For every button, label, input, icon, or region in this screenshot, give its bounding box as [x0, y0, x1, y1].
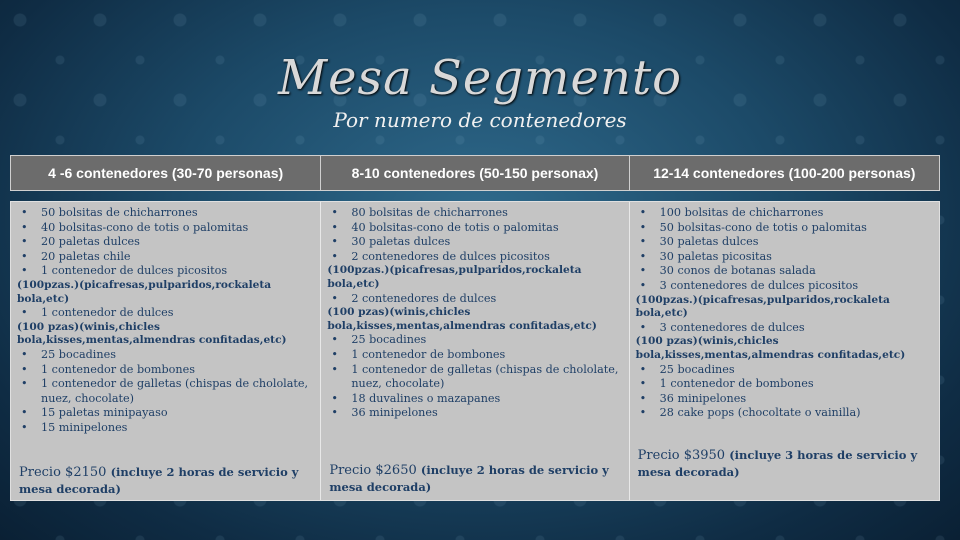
- list-item-detail: (100 pzas)(winis,chicles bola,kisses,mentas,almendras confitadas,etc): [327, 306, 597, 332]
- list-item: • 1 contenedor de galletas (chispas de chololate, nuez, chocolate): [17, 377, 314, 406]
- list-item: • 36 minipelones: [636, 392, 933, 407]
- list-item: • 25 bocadines: [636, 363, 933, 378]
- list-item: • 50 bolsitas de chicharrones: [17, 206, 314, 221]
- list-item: • 20 paletas chile: [17, 250, 314, 265]
- list-item: • 15 minipelones: [17, 421, 314, 436]
- list-item-detail: (100pzas.)(picafresas,pulparidos,rockaleta bola,etc): [17, 278, 272, 305]
- list-item: • 40 bolsitas-cono de totis o palomitas: [327, 221, 622, 236]
- list-item: • 25 bocadines: [17, 348, 314, 363]
- price-note: (incluye 2 horas de servicio y mesa decorada): [19, 465, 299, 496]
- list-item: • 1 contenedor de galletas (chispas de chololate, nuez, chocolate): [327, 363, 622, 392]
- table-body: [10, 201, 940, 501]
- list-item: • 80 bolsitas de chicharrones: [327, 206, 622, 221]
- list-item: • 3 contenedores de dulces: [636, 321, 933, 336]
- price-line: [19, 464, 314, 498]
- list-item: • 100 bolsitas de chicharrones: [636, 206, 933, 221]
- list-item: • 3 contenedores de dulces picositos: [636, 279, 933, 294]
- list-item: • 30 paletas dulces: [327, 235, 622, 250]
- list-item: • 30 paletas dulces: [636, 235, 933, 250]
- list-item: • 15 paletas minipayaso: [17, 406, 314, 421]
- list-item: • 2 contenedores de dulces picositos: [327, 250, 622, 265]
- package-column-1: [11, 202, 321, 500]
- list-item-detail: (100 pzas)(winis,chicles bola,kisses,mentas,almendras confitadas,etc): [635, 335, 906, 361]
- list-item: • 30 paletas picositas: [636, 250, 933, 265]
- list-item: • 1 contenedor de dulces picositos: [17, 264, 314, 279]
- page-title: Mesa Segmento: [277, 50, 683, 106]
- list-item: • 50 bolsitas-cono de totis o palomitas: [636, 221, 933, 236]
- page-subtitle: Por numero de contenedores: [333, 108, 627, 132]
- list-item: • 28 cake pops (chocoltate o vainilla): [636, 406, 933, 421]
- price-note: (incluye 2 horas de servicio y mesa decorada): [329, 463, 609, 494]
- list-item-detail: (100pzas.)(picafresas,pulparidos,rockaleta bola,etc): [635, 293, 890, 320]
- list-item: • 36 minipelones: [327, 406, 622, 421]
- list-item-detail: (100 pzas)(winis,chicles bola,kisses,mentas,almendras confitadas,etc): [17, 320, 287, 347]
- package-column-2: [321, 202, 629, 500]
- item-list: [636, 206, 933, 421]
- list-item: • 40 bolsitas-cono de totis o palomitas: [17, 221, 314, 236]
- column-header-1: 4 -6 contenedores (30-70 personas): [11, 156, 321, 190]
- package-column-3: [630, 202, 939, 500]
- price-line: [329, 462, 622, 496]
- list-item: • 20 paletas dulces: [17, 235, 314, 250]
- list-item: • 2 contenedores de dulces: [327, 292, 622, 307]
- item-list: [327, 206, 622, 421]
- list-item: • 1 contenedor de bombones: [327, 348, 622, 363]
- price-note: (incluye 3 horas de servicio y mesa decorada): [637, 448, 918, 479]
- column-header-3: 12-14 contenedores (100-200 personas): [653, 165, 916, 181]
- list-item: • 25 bocadines: [327, 333, 622, 348]
- list-item: • 1 contenedor de bombones: [17, 363, 314, 378]
- price-value: Precio $3950: [637, 448, 726, 463]
- price-value: Precio $2150: [19, 465, 107, 480]
- list-item: • 30 conos de botanas salada: [636, 264, 933, 279]
- package-table: [10, 155, 940, 501]
- price-value: Precio $2650: [329, 463, 417, 478]
- column-header-2: 8-10 contenedores (50-150 personax): [321, 156, 629, 190]
- item-list: [17, 206, 314, 436]
- list-item: • 18 duvalines o mazapanes: [327, 392, 622, 407]
- list-item: • 1 contenedor de dulces: [17, 306, 314, 321]
- list-item: • 1 contenedor de bombones: [636, 377, 933, 392]
- price-line: [638, 447, 933, 481]
- table-header: [10, 155, 940, 191]
- list-item-detail: (100pzas.)(picafresas,pulparidos,rockaleta bola,etc): [327, 264, 582, 290]
